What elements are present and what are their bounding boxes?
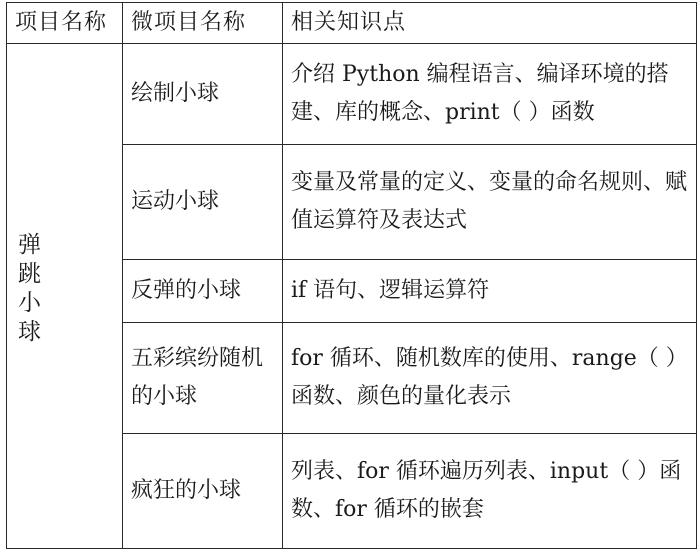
knowledge-points: 介绍 Python 编程语言、编译环境的搭建、库的概念、print（ ）函数: [283, 44, 697, 145]
table-body: [7, 44, 697, 549]
table-header: [7, 3, 697, 44]
header-project-name: 项目名称: [7, 3, 123, 44]
header-row: [7, 3, 697, 44]
knowledge-points: for 循环、随机数库的使用、range（ ）函数、颜色的量化表示: [283, 323, 697, 434]
micro-project-name: 疯狂的小球: [123, 434, 283, 549]
curriculum-table: [6, 2, 697, 549]
micro-project-name: 反弹的小球: [123, 260, 283, 323]
knowledge-points: 列表、for 循环遍历列表、input（ ）函数、for 循环的嵌套: [283, 434, 697, 549]
project-name: 弹跳小球: [14, 231, 40, 348]
header-knowledge-points: 相关知识点: [283, 3, 697, 44]
table-row: [7, 44, 697, 145]
micro-project-name: 绘制小球: [123, 44, 283, 145]
micro-project-name: 五彩缤纷随机的小球: [123, 323, 283, 434]
project-name-cell: [7, 44, 123, 549]
knowledge-points: 变量及常量的定义、变量的命名规则、赋值运算符及表达式: [283, 145, 697, 260]
micro-project-name: 运动小球: [123, 145, 283, 260]
knowledge-points: if 语句、逻辑运算符: [283, 260, 697, 323]
header-micro-project-name: 微项目名称: [123, 3, 283, 44]
